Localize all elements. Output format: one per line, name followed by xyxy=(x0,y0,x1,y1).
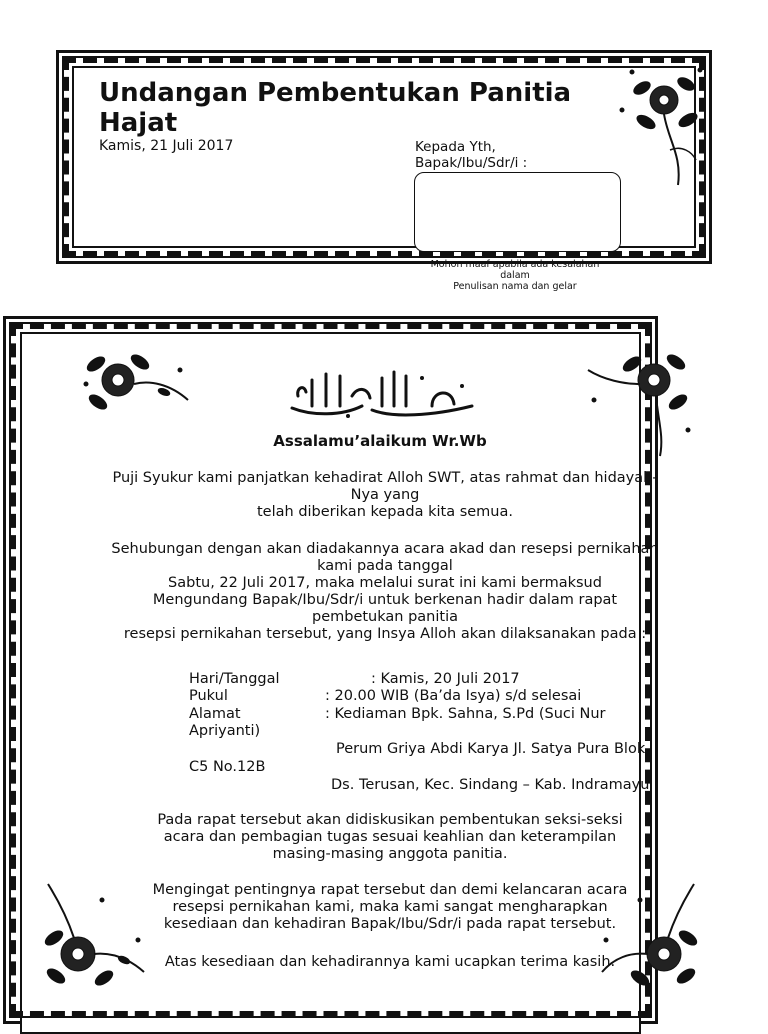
detail-address-cont: Apriyanti) xyxy=(189,723,261,739)
para4-line3: masing-masing anggota panitia. xyxy=(272,846,508,862)
paragraph-agenda xyxy=(60,812,720,863)
para2-line4: Mengundang Bapak/Ibu/Sdr/i untuk berkenan hadir dalam rapat xyxy=(152,592,618,608)
para1-line3: telah diberikan kepada kita semua. xyxy=(257,504,513,520)
paragraph-thanks xyxy=(60,954,720,971)
recipient-label-1: Kepada Yth, xyxy=(415,139,496,155)
para2-line1: Sehubungan dengan akan diadakannya acara akad dan resepsi pernikahan xyxy=(111,541,659,557)
envelope-title-line2: Hajat xyxy=(99,108,178,138)
detail-address-label: Alamat xyxy=(189,706,241,722)
envelope-date: Kamis, 21 Juli 2017 xyxy=(99,138,234,154)
para2-line6: resepsi pernikahan tersebut, yang Insya Alloh akan dilaksanakan pada : xyxy=(123,626,647,642)
detail-time-value: : 20.00 WIB (Ba’da Isya) s/d selesai xyxy=(325,688,582,704)
recipient-name-box[interactable] xyxy=(414,172,621,252)
bismillah-calligraphy-icon xyxy=(282,366,482,420)
envelope-title-line1: Undangan Pembentukan Panitia xyxy=(99,78,572,108)
note-line-3: Penulisan nama dan gelar xyxy=(453,281,577,292)
floral-ornament-icon xyxy=(80,340,192,430)
note-line-2: dalam xyxy=(500,270,530,281)
para4-line2: acara dan pembagian tugas sesuai keahlian dan keterampilan xyxy=(163,829,617,845)
note-line-1: Mohon maaf apabila ada kesalahan xyxy=(430,259,600,270)
para1-line2: Nya yang xyxy=(350,487,420,503)
greeting: Assalamu’alaikum Wr.Wb xyxy=(273,432,487,450)
para6-line1: Atas kesediaan dan kehadirannya kami ucapkan terima kasih. xyxy=(164,954,616,970)
paragraph-gratitude xyxy=(40,470,730,521)
paragraph-importance xyxy=(60,882,720,933)
para1-line1: Puji Syukur kami panjatkan kehadirat Alloh SWT, atas rahmat dan hidayah- xyxy=(112,470,658,486)
envelope-apology-note xyxy=(404,259,626,292)
detail-address-line3: Ds. Terusan, Kec. Sindang – Kab. Indramayu xyxy=(331,777,650,793)
para5-line3: kesediaan dan kehadiran Bapak/Ibu/Sdr/i pada rapat tersebut. xyxy=(163,916,617,932)
detail-address-line2-cont: C5 No.12B xyxy=(189,759,266,775)
envelope-title xyxy=(99,78,659,138)
para2-line2: kami pada tanggal xyxy=(317,558,453,574)
detail-day-label: Hari/Tanggal xyxy=(189,671,280,687)
paragraph-invitation xyxy=(40,541,730,643)
para4-line1: Pada rapat tersebut akan didiskusikan pembentukan seksi-seksi xyxy=(157,812,623,828)
detail-day-value: : Kamis, 20 Juli 2017 xyxy=(371,671,520,687)
recipient-label-2: Bapak/Ibu/Sdr/i : xyxy=(415,155,528,171)
detail-time-label: Pukul xyxy=(189,688,228,704)
detail-address-line2: Perum Griya Abdi Karya Jl. Satya Pura Blok xyxy=(336,741,646,757)
para2-line3: Sabtu, 22 Juli 2017, maka melalui surat ini kami bermaksud xyxy=(168,575,602,591)
detail-address-value: : Kediaman Bpk. Sahna, S.Pd (Suci Nur xyxy=(325,706,606,722)
para5-line1: Mengingat pentingnya rapat tersebut dan demi kelancaran acara xyxy=(152,882,628,898)
para5-line2: resepsi pernikahan kami, maka kami sangat mengharapkan xyxy=(172,899,608,915)
para2-line5: pembetukan panitia xyxy=(312,609,458,625)
